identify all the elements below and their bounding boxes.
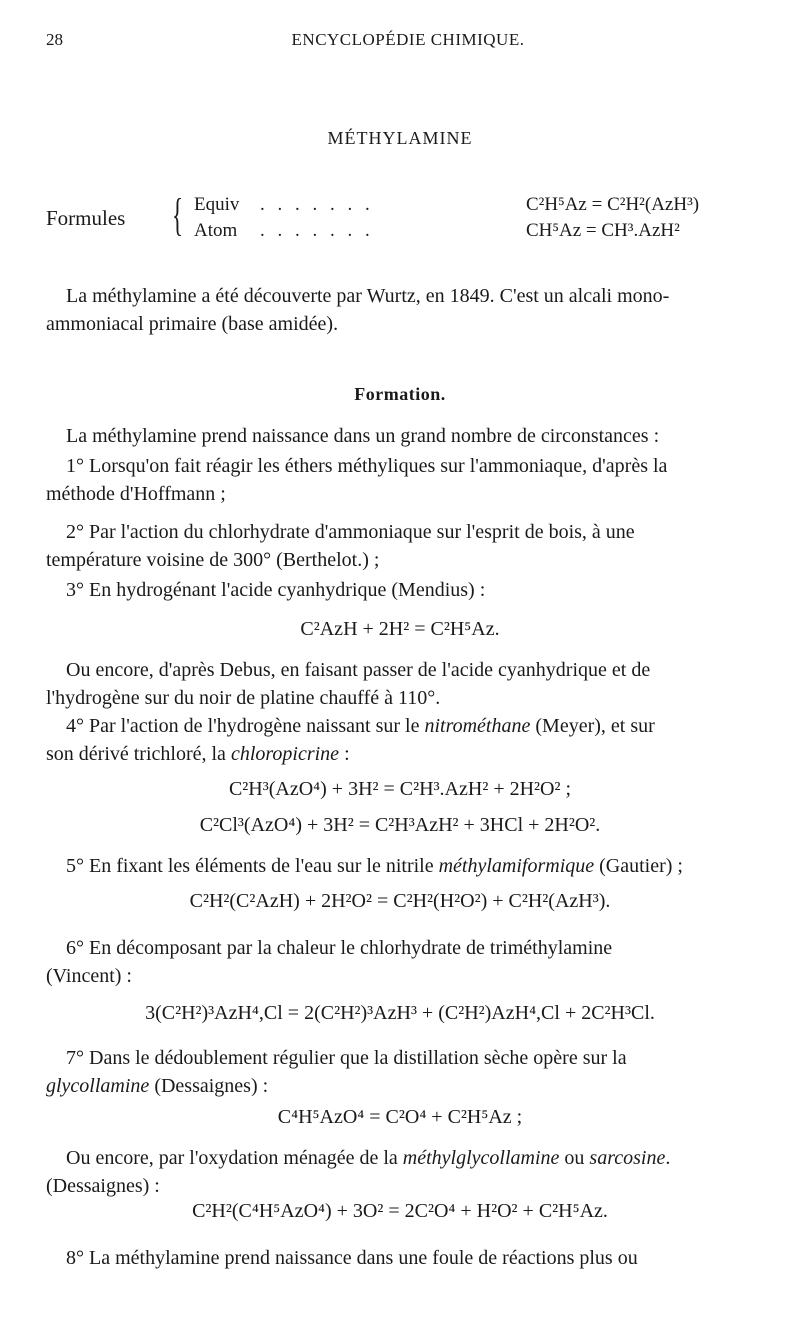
running-title: ENCYCLOPÉDIE CHIMIQUE. [291, 30, 525, 49]
text-line [46, 712, 776, 740]
text-run: 5° En fixant les éléments de l'eau sur le nitrile [66, 855, 439, 877]
text-line: 8° La méthylamine prend naissance dans une foule de réactions plus ou [66, 1247, 638, 1269]
text-line [46, 740, 776, 768]
text-line: La méthylamine prend naissance dans un grand nombre de circonstances : [66, 425, 660, 447]
text-line: 3° En hydrogénant l'acide cyanhydrique (Mendius) : [66, 579, 486, 601]
text-run: : [339, 743, 350, 765]
formulas-label: Formules [46, 206, 126, 230]
page-number: 28 [46, 30, 63, 49]
brace-icon: { [172, 189, 184, 240]
italic-term: glycollamine [46, 1075, 150, 1097]
text-line: (Vincent) : [46, 965, 132, 987]
italic-term: chloropicrine [230, 743, 340, 765]
text-line: l'hydrogène sur du noir de platine chauffé à 110°. [46, 687, 441, 709]
text-run: . [665, 1147, 671, 1169]
page-header [46, 30, 770, 54]
text-line: 2° Par l'action du chlorhydrate d'ammoniaque sur l'esprit de bois, à une [66, 521, 635, 543]
formula-dots: . . . . . . . [260, 194, 374, 215]
equation: C⁴H⁵AzO⁴ = C²O⁴ + C²H⁵Az ; [277, 1106, 523, 1128]
equation: C²H³(AzO⁴) + 3H² = C²H³.AzH² + 2H²O² ; [228, 778, 572, 800]
equation: C²Cl³(AzO⁴) + 3H² = C²H³AzH² + 3HCl + 2H²O². [199, 814, 601, 836]
italic-term: sarcosine [589, 1147, 666, 1169]
text-run: (Meyer), et sur [530, 715, 655, 737]
text-line: 6° En décomposant par la chaleur le chlorhydrate de triméthylamine [66, 937, 613, 959]
text-run: (Gautier) ; [594, 855, 683, 877]
text-line: (Dessaignes) : [46, 1175, 160, 1197]
text-line [46, 852, 776, 880]
formula-key: Equiv [194, 194, 240, 215]
formula-value: C²H⁵Az = C²H²(AzH³) [526, 194, 700, 215]
equation: C²H²(C²AzH) + 2H²O² = C²H²(H²O²) + C²H²(AzH³). [189, 890, 611, 912]
text-run: (Dessaignes) : [149, 1075, 269, 1097]
text-line: température voisine de 300° (Berthelot.) ; [46, 549, 380, 571]
text-run: ou [559, 1147, 590, 1169]
text-line: 7° Dans le dédoublement régulier que la distillation sèche opère sur la [66, 1047, 627, 1069]
text-line [46, 1072, 776, 1100]
section-heading: Formation. [354, 384, 446, 404]
formula-key: Atom [194, 220, 238, 241]
text-run: son dérivé trichloré, la [46, 743, 231, 765]
text-run: 4° Par l'action de l'hydrogène naissant sur le [66, 715, 425, 737]
text-line [46, 1144, 776, 1172]
text-line: Ou encore, d'après Debus, en faisant passer de l'acide cyanhydrique et de [66, 659, 651, 681]
intro-line-1: La méthylamine a été découverte par Wurtz, en 1849. C'est un alcali mono- [66, 285, 670, 307]
formula-value: CH⁵Az = CH³.AzH² [526, 220, 680, 241]
italic-term: méthylamiformique [438, 855, 595, 877]
formulas-block [46, 189, 766, 244]
italic-term: nitrométhane [424, 715, 531, 737]
text-line: méthode d'Hoffmann ; [46, 483, 226, 505]
equation: C²AzH + 2H² = C²H⁵Az. [300, 618, 500, 640]
equation: C²H²(C⁴H⁵AzO⁴) + 3O² = 2C²O⁴ + H²O² + C²H⁵Az. [192, 1200, 608, 1222]
formula-dots: . . . . . . . [260, 220, 374, 241]
italic-term: méthylglycollamine [402, 1147, 560, 1169]
text-run: Ou encore, par l'oxydation ménagée de la [66, 1147, 403, 1169]
equation: 3(C²H²)³AzH⁴,Cl = 2(C²H²)³AzH³ + (C²H²)AzH⁴,Cl + 2C²H³Cl. [145, 1002, 655, 1024]
text-line: 1° Lorsqu'on fait réagir les éthers méthyliques sur l'ammoniaque, d'après la [66, 455, 668, 477]
article-title: MÉTHYLAMINE [327, 128, 473, 148]
intro-line-2: ammoniacal primaire (base amidée). [46, 313, 339, 335]
